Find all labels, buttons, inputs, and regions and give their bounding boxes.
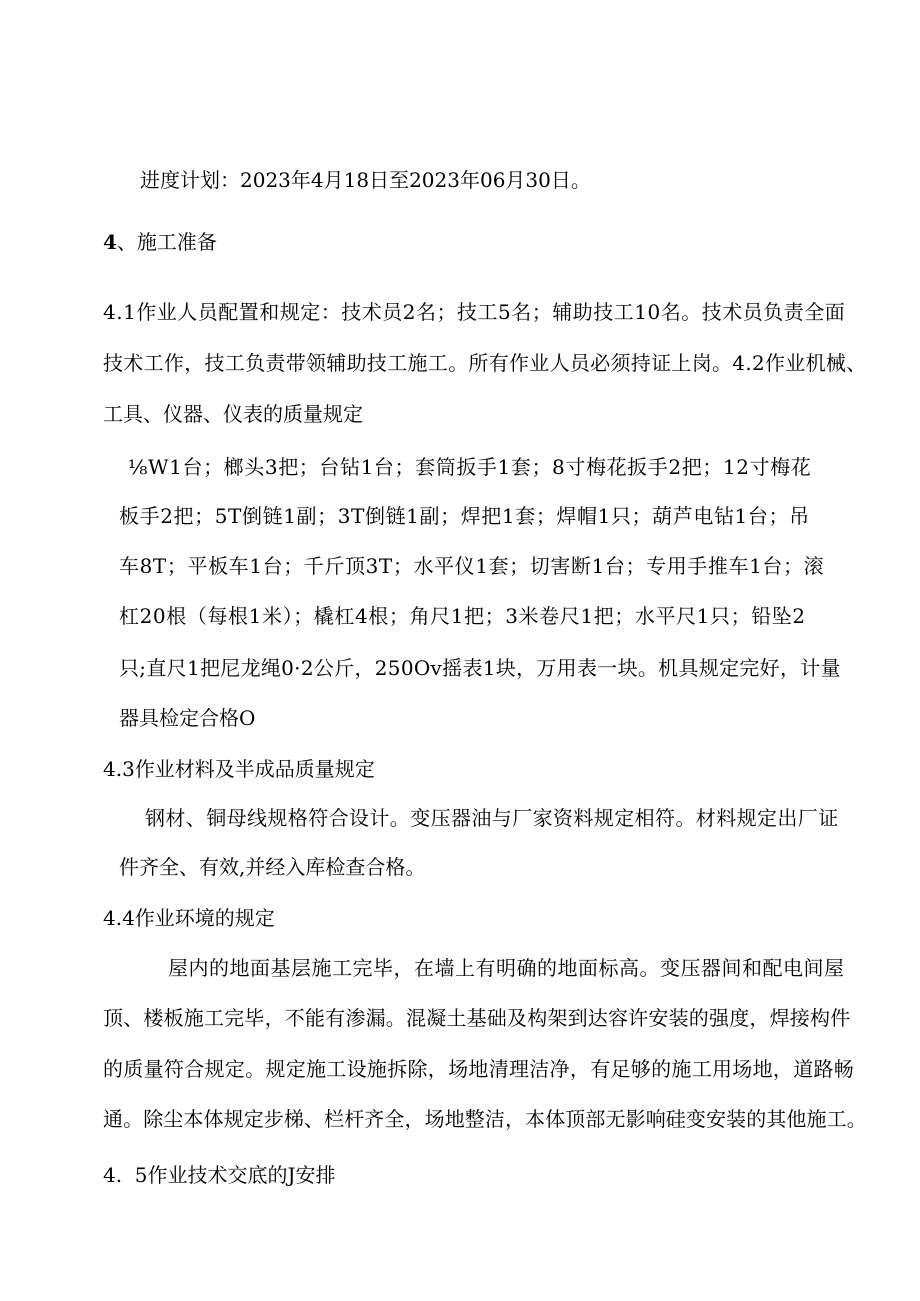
section-4-title: 、施工准备 xyxy=(116,230,217,254)
section-4-4-heading: 4.4作业环境的规定 xyxy=(103,906,275,930)
section-4-5-heading: 4. 5作业技术交底的J安排 xyxy=(103,1163,336,1187)
para-4-4-line: 通。除尘本体规定步梯、栏杆齐全，场地整洁，本体顶部无影响硅变安装的其他施工。 xyxy=(103,1107,867,1131)
para-4-2-line: 杠20根（每根1米）；橇杠4根；角尺1把；3米卷尺1把；水平尺1只；铅坠2 xyxy=(119,604,806,628)
para-4-4-line: 顶、楼板施工完毕，不能有渗漏。混凝土基础及构架到达容许安装的强度，焊接构件 xyxy=(103,1006,851,1030)
para-4-1-line: 4.1作业人员配置和规定：技术员2名；技工5名；辅助技工10名。技术员负责全面 xyxy=(103,300,846,324)
para-4-1-line: 工具、仪器、仪表的质量规定 xyxy=(103,402,363,426)
section-4-number: 4 xyxy=(103,230,117,254)
section-4-heading xyxy=(103,230,217,254)
para-4-3-line: 钢材、铜母线规格符合设计。变压器油与厂家资料规定相符。材料规定出厂证 xyxy=(145,806,839,830)
section-4-3-heading: 4.3作业材料及半成品质量规定 xyxy=(103,757,375,781)
para-4-4-line: 屋内的地面基层施工完毕，在墙上有明确的地面标高。变压器间和配电间屋 xyxy=(168,956,845,980)
schedule-line: 进度计划：2023年4月18日至2023年06月30日。 xyxy=(140,168,591,192)
para-4-2-line: 车8T；平板车1台；千斤顶3T；水平仪1套；切害断1台；专用手推车1台；滚 xyxy=(119,554,825,578)
para-4-2-line: 板手2把；5T倒链1副；3T倒链1副；焊把1套；焊帽1只；葫芦电钻1台；吊 xyxy=(119,504,810,528)
para-4-1-line: 技术工作，技工负责带领辅助技工施工。所有作业人员必须持证上岗。4.2作业机械、 xyxy=(103,351,867,375)
para-4-2-line: 只;直尺1把尼龙绳0·2公斤，250Ov摇表1块，万用表一块。机具规定完好，计量 xyxy=(119,656,841,680)
para-4-2-line: ⅛W1台；榔头3把；台钻1台；套筒扳手1套；8寸梅花扳手2把；12寸梅花 xyxy=(128,455,812,479)
para-4-3-line: 件齐全、有效,并经入库检查合格。 xyxy=(119,855,426,879)
para-4-2-line: 器具检定合格O xyxy=(119,706,256,730)
para-4-4-line: 的质量符合规定。规定施工设施拆除，场地清理洁净，有足够的施工用场地，道路畅 xyxy=(103,1057,855,1081)
